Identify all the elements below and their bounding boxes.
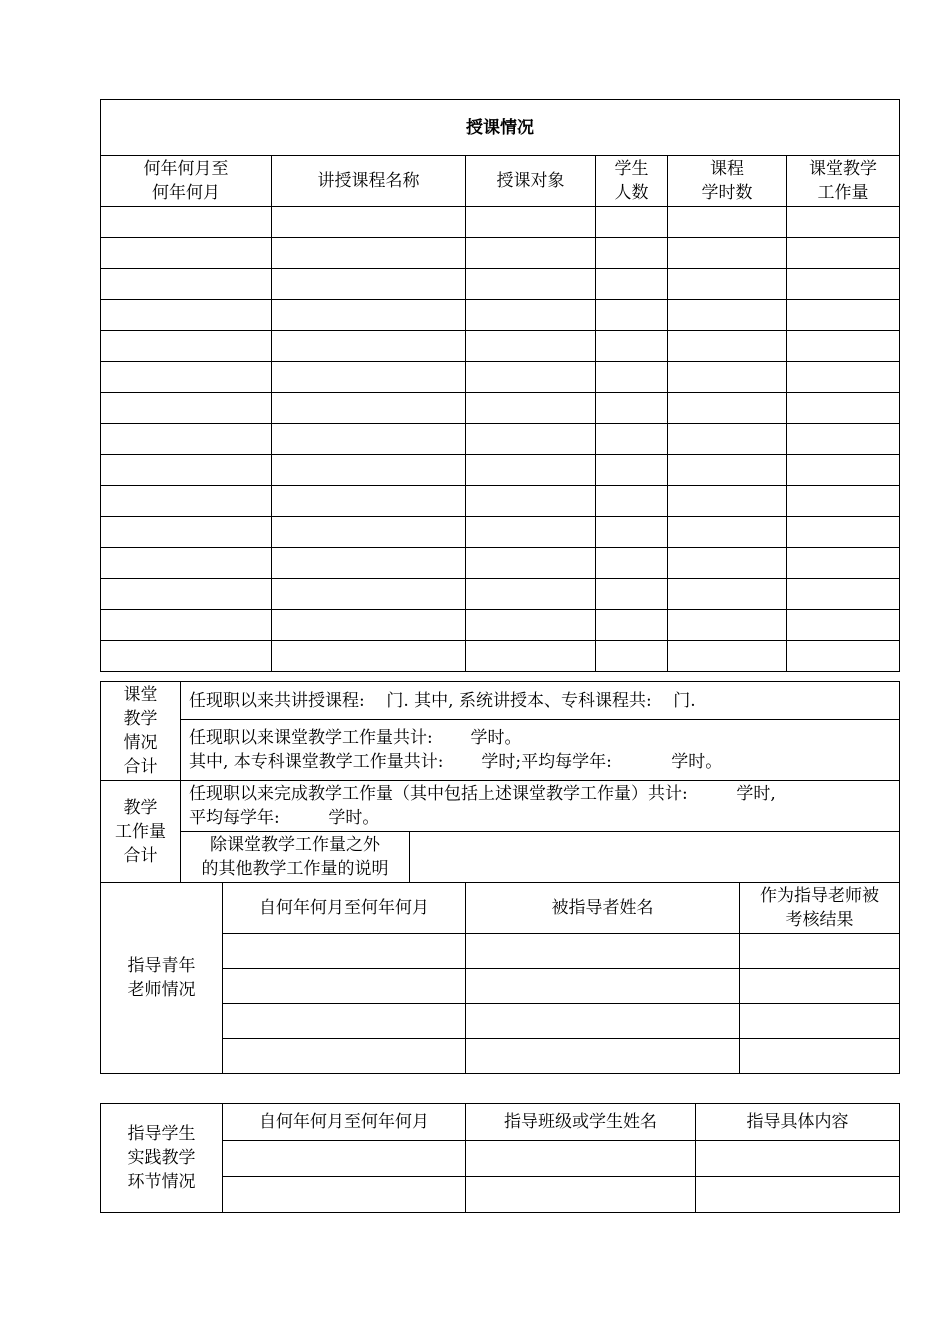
teaching-cell[interactable] [466,362,596,393]
teaching-row [101,269,900,300]
teaching-cell[interactable] [272,455,466,486]
student-practice-cell[interactable] [696,1141,900,1177]
young-teachers-cell[interactable] [223,934,466,969]
young-teachers-cell[interactable] [223,969,466,1004]
young-teachers-cell[interactable] [223,1039,466,1074]
yt-header-name: 被指导者姓名 [466,883,740,934]
teaching-cell[interactable] [101,269,272,300]
teaching-cell[interactable] [272,579,466,610]
young-teachers-cell[interactable] [466,969,740,1004]
teaching-cell[interactable] [466,331,596,362]
teaching-cell[interactable] [101,424,272,455]
header-student-count: 学生 人数 [596,156,668,207]
teaching-cell[interactable] [787,641,900,672]
teaching-cell[interactable] [466,579,596,610]
teaching-cell[interactable] [668,517,787,548]
teaching-cell[interactable] [668,269,787,300]
teaching-cell[interactable] [466,269,596,300]
teaching-cell[interactable] [272,269,466,300]
teaching-cell[interactable] [787,207,900,238]
teaching-cell[interactable] [101,331,272,362]
teaching-cell[interactable] [101,486,272,517]
teaching-cell[interactable] [466,207,596,238]
teaching-cell[interactable] [466,424,596,455]
teaching-cell[interactable] [272,486,466,517]
teaching-table [100,99,900,672]
young-teachers-cell[interactable] [466,1004,740,1039]
teaching-cell[interactable] [668,331,787,362]
teaching-cell[interactable] [466,486,596,517]
young-teachers-label: 指导青年 老师情况 [101,883,223,1074]
teaching-cell[interactable] [101,517,272,548]
teaching-cell[interactable] [596,331,668,362]
teaching-cell[interactable] [787,269,900,300]
teaching-row [101,641,900,672]
teaching-cell[interactable] [101,207,272,238]
class-summary-label: 课堂 教学 情况 合计 [101,682,181,781]
teaching-cell[interactable] [596,424,668,455]
teaching-cell[interactable] [272,238,466,269]
teaching-cell[interactable] [466,610,596,641]
young-teachers-cell[interactable] [740,1039,900,1074]
teaching-cell[interactable] [596,207,668,238]
young-teachers-cell[interactable] [466,1039,740,1074]
teaching-cell[interactable] [787,362,900,393]
teaching-cell[interactable] [596,579,668,610]
teaching-cell[interactable] [668,393,787,424]
header-class-workload: 课堂教学 工作量 [787,156,900,207]
teaching-cell[interactable] [668,579,787,610]
teaching-cell[interactable] [272,517,466,548]
teaching-cell[interactable] [668,300,787,331]
teaching-cell[interactable] [272,362,466,393]
teaching-row [101,393,900,424]
teaching-cell[interactable] [101,455,272,486]
teaching-row [101,331,900,362]
teaching-cell[interactable] [668,486,787,517]
teaching-cell[interactable] [787,455,900,486]
teaching-cell[interactable] [787,238,900,269]
teaching-cell[interactable] [101,238,272,269]
student-practice-label: 指导学生 实践教学 环节情况 [101,1104,223,1213]
teaching-cell[interactable] [668,424,787,455]
teaching-cell[interactable] [787,517,900,548]
teaching-cell[interactable] [596,610,668,641]
young-teachers-cell[interactable] [740,969,900,1004]
header-period: 何年何月至 何年何月 [101,156,272,207]
teaching-row [101,610,900,641]
teaching-cell[interactable] [101,393,272,424]
teaching-cell[interactable] [596,362,668,393]
yt-header-period: 自何年何月至何年何月 [223,883,466,934]
teaching-rows [101,207,900,672]
teaching-cell[interactable] [272,331,466,362]
student-practice-table [100,1103,900,1213]
student-practice-cell[interactable] [223,1177,466,1213]
teaching-row [101,548,900,579]
young-teachers-cell[interactable] [740,934,900,969]
workload-summary-line: 任现职以来完成教学工作量（其中包括上述课堂教学工作量）共计: 学时, 平均每学年: 学时。 [181,781,900,832]
teaching-cell[interactable] [668,548,787,579]
student-practice-cell[interactable] [466,1177,696,1213]
teaching-cell[interactable] [787,579,900,610]
teaching-cell[interactable] [668,207,787,238]
teaching-cell[interactable] [596,517,668,548]
teaching-row [101,455,900,486]
teaching-cell[interactable] [787,300,900,331]
teaching-cell[interactable] [272,641,466,672]
sp-header-class: 指导班级或学生姓名 [466,1104,696,1141]
teaching-cell[interactable] [668,238,787,269]
teaching-cell[interactable] [787,610,900,641]
teaching-cell[interactable] [101,362,272,393]
teaching-cell[interactable] [272,207,466,238]
teaching-row [101,300,900,331]
class-summary-line1: 任现职以来共讲授课程: 门. 其中, 系统讲授本、专科课程共: 门. [181,682,900,720]
young-teachers-cell[interactable] [466,934,740,969]
teaching-cell[interactable] [668,362,787,393]
teaching-cell[interactable] [596,548,668,579]
workload-summary-label: 教学 工作量 合计 [101,781,181,883]
young-teachers-cell[interactable] [740,1004,900,1039]
teaching-cell[interactable] [668,455,787,486]
yt-header-result: 作为指导老师被 考核结果 [740,883,900,934]
teaching-cell[interactable] [466,300,596,331]
teaching-cell[interactable] [596,269,668,300]
teaching-cell[interactable] [787,331,900,362]
teaching-cell[interactable] [272,424,466,455]
teaching-row [101,517,900,548]
teaching-cell[interactable] [101,641,272,672]
teaching-row [101,362,900,393]
student-practice-cell[interactable] [223,1141,466,1177]
teaching-cell[interactable] [787,486,900,517]
young-teachers-table [100,882,900,1074]
teaching-cell[interactable] [596,486,668,517]
header-course-hours: 课程 学时数 [668,156,787,207]
teaching-cell[interactable] [787,393,900,424]
teaching-cell[interactable] [668,641,787,672]
teaching-cell[interactable] [466,641,596,672]
header-course-name: 讲授课程名称 [272,156,466,207]
teaching-row [101,238,900,269]
teaching-cell[interactable] [466,517,596,548]
teaching-cell[interactable] [272,548,466,579]
teaching-cell[interactable] [466,393,596,424]
teaching-row [101,579,900,610]
teaching-title: 授课情况 [101,100,900,156]
teaching-cell[interactable] [466,455,596,486]
teaching-cell[interactable] [272,393,466,424]
young-teachers-cell[interactable] [223,1004,466,1039]
teaching-cell[interactable] [596,393,668,424]
teaching-cell[interactable] [596,238,668,269]
sp-header-content: 指导具体内容 [696,1104,900,1141]
teaching-cell[interactable] [272,610,466,641]
teaching-cell[interactable] [101,300,272,331]
other-workload-value[interactable] [410,832,900,883]
student-practice-cell[interactable] [696,1177,900,1213]
teaching-cell[interactable] [596,300,668,331]
summary-table [100,681,900,883]
teaching-cell[interactable] [466,238,596,269]
teaching-row [101,207,900,238]
teaching-cell[interactable] [101,548,272,579]
teaching-cell[interactable] [272,300,466,331]
teaching-cell[interactable] [596,641,668,672]
teaching-cell[interactable] [596,455,668,486]
teaching-cell[interactable] [668,610,787,641]
student-practice-cell[interactable] [466,1141,696,1177]
teaching-row [101,486,900,517]
teaching-row [101,424,900,455]
teaching-cell[interactable] [101,579,272,610]
teaching-cell[interactable] [101,610,272,641]
teaching-cell[interactable] [466,548,596,579]
other-workload-label: 除课堂教学工作量之外 的其他教学工作量的说明 [181,832,410,883]
class-summary-line2: 任现职以来课堂教学工作量共计: 学时。 其中, 本专科课堂教学工作量共计: 学时;平均每学年: 学时。 [181,720,900,781]
teaching-cell[interactable] [787,424,900,455]
teaching-cell[interactable] [787,548,900,579]
header-audience: 授课对象 [466,156,596,207]
sp-header-period: 自何年何月至何年何月 [223,1104,466,1141]
